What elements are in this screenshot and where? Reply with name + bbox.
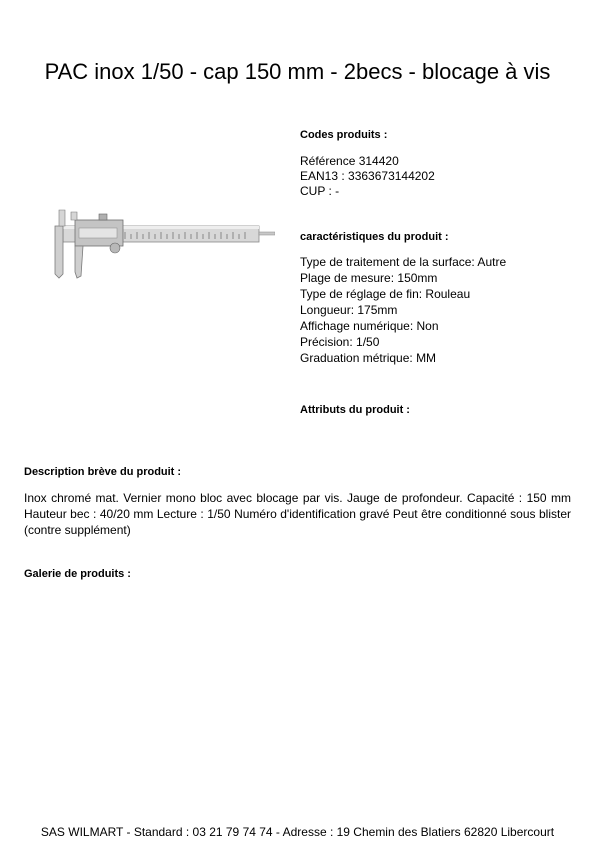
galerie-heading: Galerie de produits :: [24, 568, 131, 580]
codes-heading: Codes produits :: [300, 129, 388, 141]
codes-list: [300, 154, 435, 199]
carac-item: Précision: 1/50: [300, 335, 380, 349]
carac-item: Type de traitement de la surface: Autre: [300, 255, 507, 269]
ean13-line: EAN13 : 3363673144202: [300, 169, 435, 183]
caracteristiques-list: [300, 254, 506, 366]
footer-contact: SAS WILMART - Standard : 03 21 79 74 74 - Adresse : 19 Chemin des Blatiers 62820 Libercourt: [40, 825, 555, 839]
carac-item: Longueur: 175mm: [300, 303, 398, 317]
reference-line: Référence 314420: [300, 154, 399, 168]
carac-item: Type de réglage de fin: Rouleau: [300, 287, 471, 301]
caracteristiques-heading: caractéristiques du produit :: [300, 231, 449, 243]
description-text: Inox chromé mat. Vernier mono bloc avec blocage par vis. Jauge de profondeur. Capacité : 150 mm Hauteur bec : 40/20 mm Lecture : 1/50 Numéro d'identification gravé Peut être conditionné sous blister (contre supplément): [24, 491, 571, 537]
cup-line: CUP : -: [300, 184, 340, 198]
attributs-heading: Attributs du produit :: [300, 404, 410, 416]
carac-item: Affichage numérique: Non: [300, 319, 439, 333]
page-title: PAC inox 1/50 - cap 150 mm - 2becs - blocage à vis: [44, 58, 551, 84]
description-heading: Description brève du produit :: [24, 466, 182, 478]
carac-item: Plage de mesure: 150mm: [300, 271, 438, 285]
caliper-product-image: [45, 206, 275, 282]
carac-item: Graduation métrique: MM: [300, 351, 437, 365]
